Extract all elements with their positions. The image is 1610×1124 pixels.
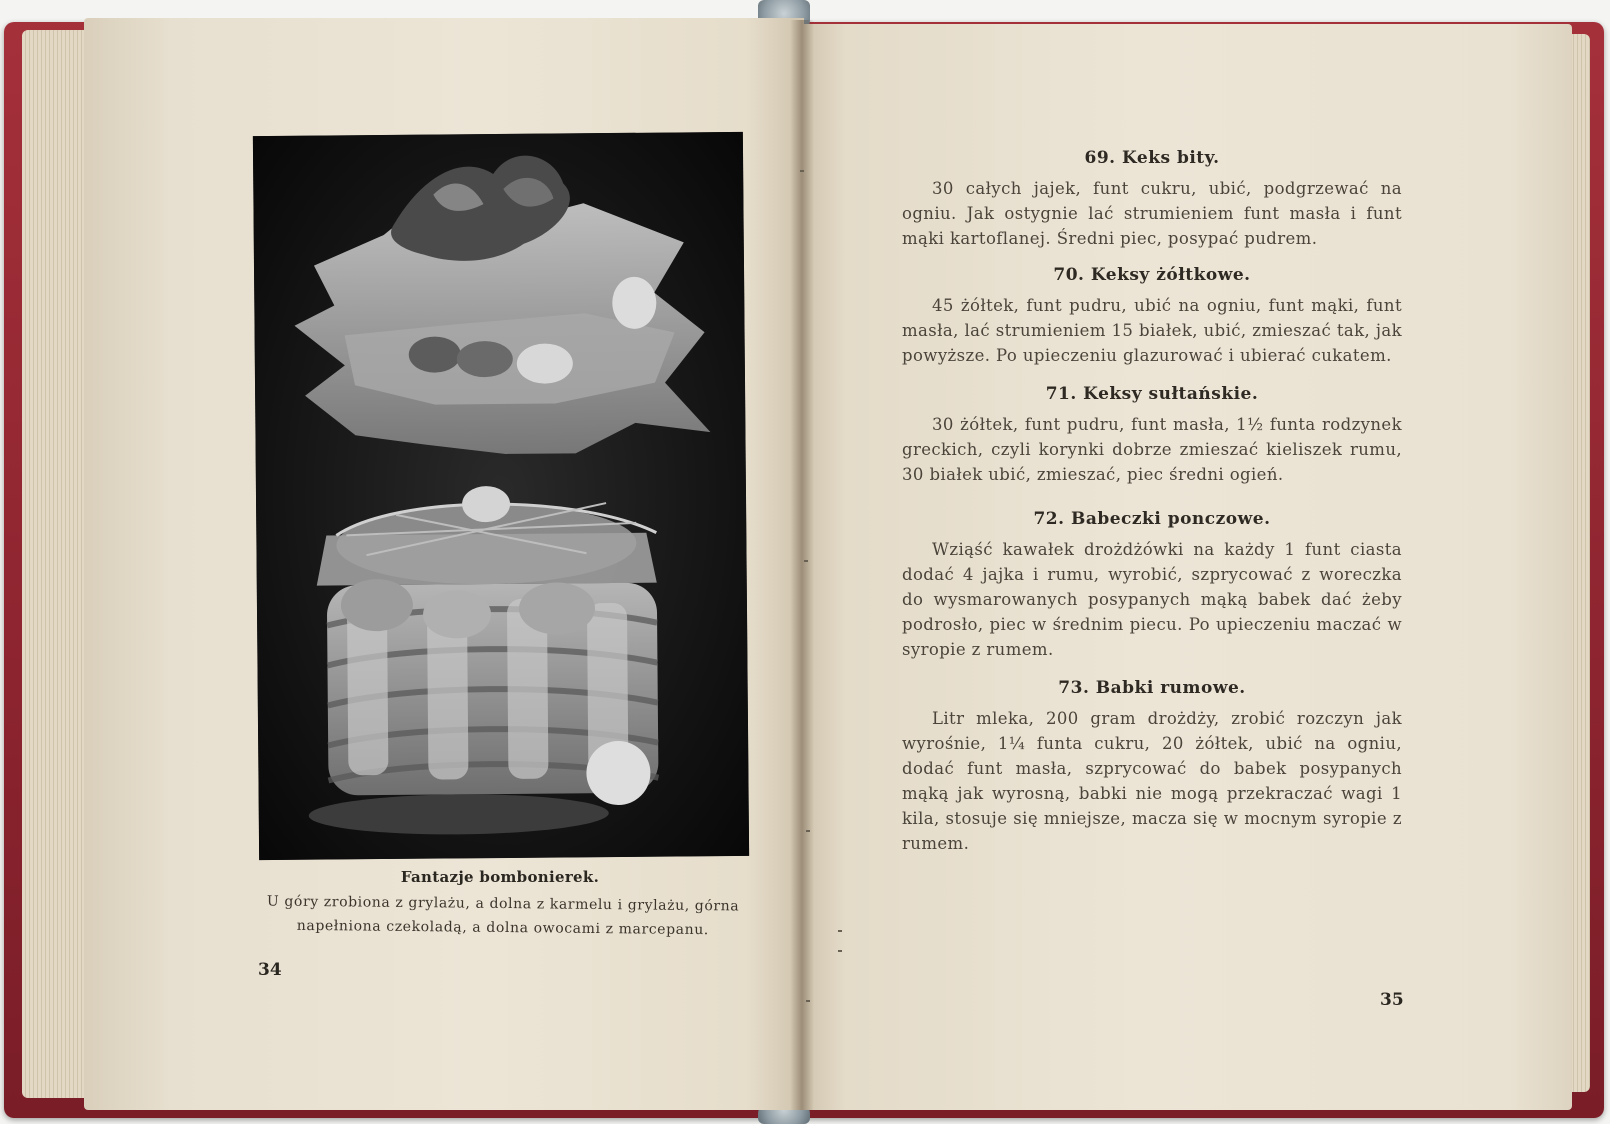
stitch-mark: [838, 950, 842, 952]
recipe-item: [902, 265, 1402, 368]
photo-caption-line: U góry zrobiona z grylażu, a dolna z karmelu i grylażu, górna: [266, 893, 740, 915]
stitch-mark: [804, 560, 808, 562]
page-number-left: 34: [258, 960, 282, 980]
page-number-right: 35: [1380, 990, 1404, 1010]
stitch-mark: [800, 170, 804, 172]
stitch-mark: [806, 1000, 810, 1002]
confection-photo-illustration: [253, 132, 749, 860]
page-edges-left: [22, 30, 90, 1098]
recipe-text: Wziąść kawałek drożdżówki na każdy 1 funt ciasta dodać 4 jajka i rumu, wyrobić, szprycować z woreczka do wysmarowanych posypanych mąką babek dać żeby podrosło, piec w średnim piecu. Po upieczeniu maczać w syropie z rumem.: [902, 540, 1402, 659]
book-gutter-shadow: [790, 20, 814, 1110]
photo-caption-title: Fantazje bombonierek.: [400, 868, 600, 886]
confection-photo: [253, 132, 749, 860]
stitch-mark: [806, 830, 810, 832]
recipe-list: [902, 148, 1402, 874]
recipe-text: Litr mleka, 200 gram drożdży, zrobić rozczyn jak wyrośnie, 1¼ funta cukru, 20 żółtek, ubić na ogniu, dodać funt masła, szprycować do babek posypanych mąką jak wyrosną, babki nie mogą przekraczać wagi 1 kila, stosuje się mniejsze, macza się w mocnym syropie z rumem.: [902, 709, 1402, 853]
photo-caption-line: napełniona czekoladą, a dolna owocami z marcepanu.: [296, 917, 709, 939]
recipe-title: 72. Babeczki ponczowe.: [1033, 509, 1271, 529]
recipe-title: 70. Keksy żółtkowe.: [1053, 265, 1251, 285]
photo-caption-body: [256, 889, 750, 942]
recipe-title: 69. Keks bity.: [1084, 148, 1220, 168]
recipe-text: 30 żółtek, funt pudru, funt masła, 1½ funta rodzynek greckich, czyli korynki dobrze zmieszać kieliszek rumu, 30 białek ubić, zmieszać, piec średni ogień.: [902, 415, 1402, 484]
page-edges-right: [1570, 34, 1590, 1092]
recipe-text: 30 całych jajek, funt cukru, ubić, podgrzewać na ogniu. Jak ostygnie lać strumieniem funt masła i funt mąki kartoflanej. Średni piec, posypać pudrem.: [902, 179, 1402, 248]
recipe-title: 71. Keksy sułtańskie.: [1045, 384, 1259, 404]
recipe-item: [902, 148, 1402, 251]
recipe-item: [902, 678, 1402, 856]
recipe-text: 45 żółtek, funt pudru, ubić na ogniu, funt mąki, funt masła, lać strumieniem 15 białek, ubić, zmieszać tak, jak powyższe. Po upieczeniu glazurować i ubierać cukatem.: [902, 296, 1402, 365]
recipe-title: 73. Babki rumowe.: [1058, 678, 1246, 698]
stitch-mark: [838, 930, 842, 932]
recipe-item: [902, 509, 1402, 662]
recipe-item: [902, 384, 1402, 487]
